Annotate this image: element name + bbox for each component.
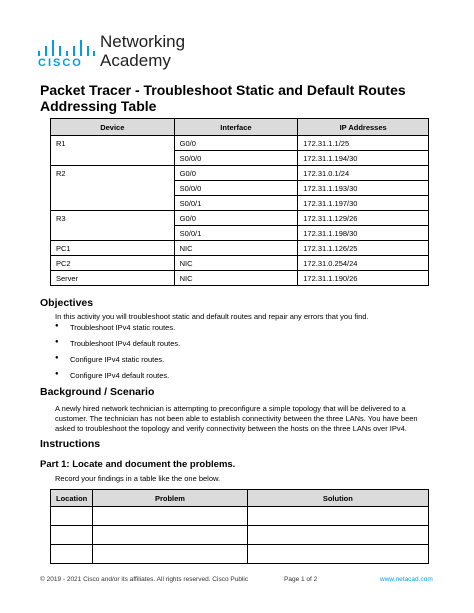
table-row <box>51 226 429 241</box>
ip-cell: 172.31.1.190/26 <box>298 271 429 286</box>
objectives-list <box>55 323 180 387</box>
column-header: Solution <box>247 490 428 507</box>
location-cell <box>51 526 93 545</box>
list-item: ● Configure IPv4 static routes. <box>55 355 180 371</box>
solution-cell <box>247 545 428 564</box>
footer-page-number: Page 1 of 2 <box>284 576 318 583</box>
logo-cisco-text: CISCO <box>38 57 83 69</box>
table-row <box>51 271 429 286</box>
table-row <box>51 166 429 181</box>
device-cell <box>51 151 175 166</box>
cisco-bars-icon <box>38 34 94 56</box>
device-cell: R3 <box>51 211 175 226</box>
addressing-table <box>50 118 429 286</box>
device-cell: PC2 <box>51 256 175 271</box>
background-line: asked to troubleshoot the topology and verify connectivity between the hosts on the three LANs over IPv4. <box>55 424 407 433</box>
column-header: Device <box>51 119 175 136</box>
findings-table <box>50 489 429 564</box>
list-item: ● Troubleshoot IPv4 static routes. <box>55 323 180 339</box>
ip-cell: 172.31.1.194/30 <box>298 151 429 166</box>
ip-cell: 172.31.0.254/24 <box>298 256 429 271</box>
title-line-2: Addressing Table <box>40 98 157 114</box>
background-line: customer. The technician has not been able to establish connectivity between the three LANs. You have been <box>55 414 418 423</box>
footer-link[interactable]: www.netacad.com <box>380 576 433 583</box>
device-cell: PC1 <box>51 241 175 256</box>
ip-cell: 172.31.0.1/24 <box>298 166 429 181</box>
table-row <box>51 196 429 211</box>
column-header: Location <box>51 490 93 507</box>
table-row <box>51 526 429 545</box>
table-header-row <box>51 490 429 507</box>
objectives-intro: In this activity you will troubleshoot static and default routes and repair any errors that you find. <box>55 312 369 321</box>
background-line: A newly hired network technician is attempting to preconfigure a simple topology that will be delivered to a <box>55 404 406 413</box>
interface-cell: G0/0 <box>174 136 298 151</box>
ip-cell: 172.31.1.129/26 <box>298 211 429 226</box>
table-row <box>51 507 429 526</box>
column-header: Problem <box>93 490 247 507</box>
background-heading: Background / Scenario <box>40 386 155 398</box>
instructions-heading: Instructions <box>40 438 101 450</box>
ip-cell: 172.31.1.197/30 <box>298 196 429 211</box>
background-text <box>55 404 440 434</box>
table-row <box>51 181 429 196</box>
device-cell <box>51 181 175 196</box>
location-cell <box>51 545 93 564</box>
device-cell: R2 <box>51 166 175 181</box>
logo-academy-text: Academy <box>100 51 171 70</box>
location-cell <box>51 507 93 526</box>
problem-cell <box>93 545 247 564</box>
device-cell: R1 <box>51 136 175 151</box>
table-row <box>51 256 429 271</box>
device-cell: Server <box>51 271 175 286</box>
column-header: IP Addresses <box>298 119 429 136</box>
ip-cell: 172.31.1.193/30 <box>298 181 429 196</box>
problem-cell <box>93 507 247 526</box>
table-row <box>51 545 429 564</box>
ip-cell: 172.31.1.126/25 <box>298 241 429 256</box>
column-header: Interface <box>174 119 298 136</box>
objectives-heading: Objectives <box>40 297 94 309</box>
device-cell <box>51 196 175 211</box>
part1-heading: Part 1: Locate and document the problems. <box>40 459 236 470</box>
interface-cell: S0/0/1 <box>174 226 298 241</box>
interface-cell: S0/0/0 <box>174 151 298 166</box>
interface-cell: NIC <box>174 241 298 256</box>
logo-networking-text: Networking <box>100 32 186 51</box>
ip-cell: 172.31.1.198/30 <box>298 226 429 241</box>
list-item: ● Troubleshoot IPv4 default routes. <box>55 339 180 355</box>
solution-cell <box>247 507 428 526</box>
ip-cell: 172.31.1.1/25 <box>298 136 429 151</box>
footer-copyright: © 2019 - 2021 Cisco and/or its affiliates. All rights reserved. Cisco Public <box>40 576 249 583</box>
problem-cell <box>93 526 247 545</box>
title-line-1: Packet Tracer - Troubleshoot Static and Default Routes <box>40 82 406 98</box>
table-row <box>51 241 429 256</box>
solution-cell <box>247 526 428 545</box>
document-title <box>40 82 440 114</box>
interface-cell: NIC <box>174 256 298 271</box>
interface-cell: S0/0/1 <box>174 196 298 211</box>
interface-cell: S0/0/0 <box>174 181 298 196</box>
list-item: ● Configure IPv4 default routes. <box>55 371 180 387</box>
part1-text: Record your findings in a table like the one below. <box>55 474 221 483</box>
cisco-networking-academy-logo <box>38 34 198 74</box>
interface-cell: G0/0 <box>174 211 298 226</box>
table-row <box>51 151 429 166</box>
interface-cell: NIC <box>174 271 298 286</box>
interface-cell: G0/0 <box>174 166 298 181</box>
table-row <box>51 136 429 151</box>
table-row <box>51 211 429 226</box>
table-header-row <box>51 119 429 136</box>
device-cell <box>51 226 175 241</box>
